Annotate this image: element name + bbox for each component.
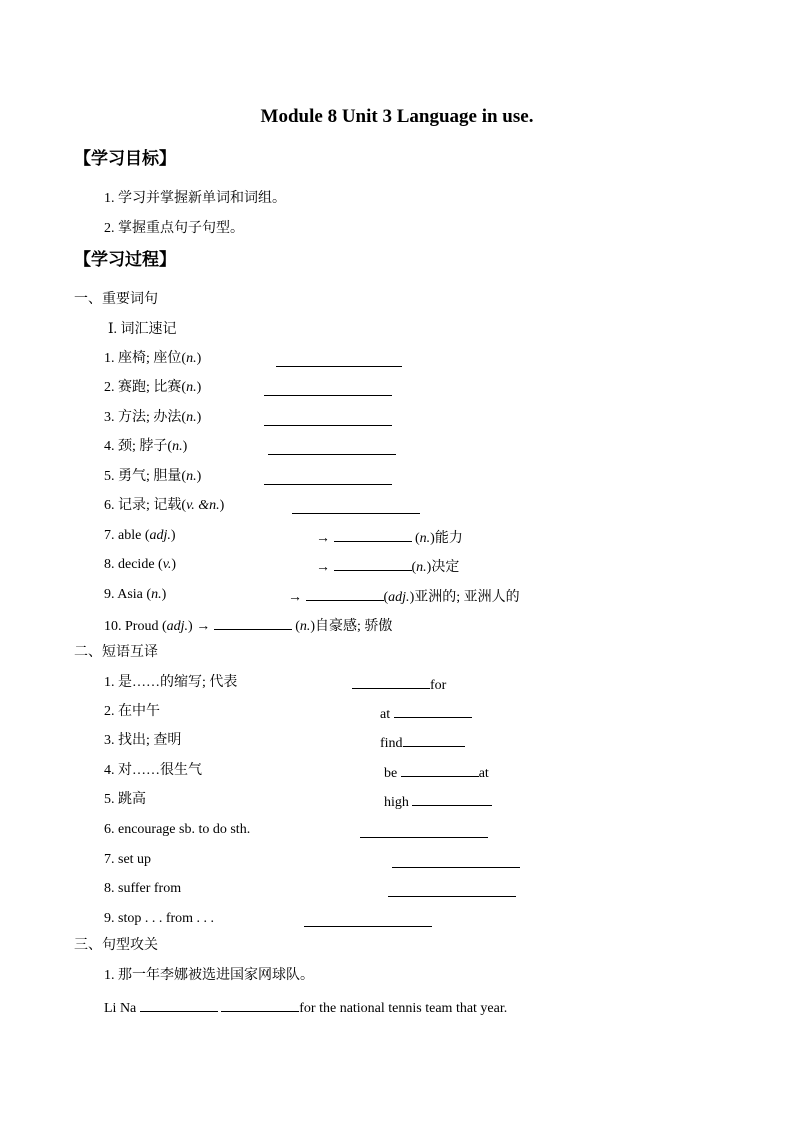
- arrow-icon: →: [196, 619, 211, 634]
- word-paren: ): [171, 557, 177, 572]
- word-pos: adj.: [166, 619, 189, 634]
- sentence-prompt: 1. 那一年李娜被选进国家网球队。: [104, 968, 314, 983]
- base-word: 7. able (: [104, 528, 150, 543]
- base-word: 10. Proud (: [104, 619, 167, 634]
- word-form-target: → (adj.)亚洲的; 亚洲人的: [288, 586, 520, 607]
- vocab-answer-blank[interactable]: [264, 411, 392, 426]
- vocab-item: [104, 468, 201, 486]
- phrase-blank[interactable]: [352, 674, 430, 689]
- vocab-number: 5.: [104, 469, 115, 484]
- target-pos: adj.: [388, 590, 410, 605]
- page-title: Module 8 Unit 3 Language in use.: [260, 106, 534, 127]
- phrase-item-text: 7. set up: [104, 852, 152, 867]
- target-pos: n.: [416, 560, 427, 575]
- word-pos: adj.: [149, 528, 171, 543]
- phrase-blank[interactable]: [304, 912, 432, 927]
- word-form-target: → (n.)决定: [316, 556, 459, 577]
- phrase-blank[interactable]: [360, 823, 488, 838]
- part1-subheading: Ⅰ. 词汇速记: [108, 322, 177, 337]
- arrow-icon: →: [288, 590, 302, 605]
- target-pos: n.: [299, 619, 311, 634]
- phrase-prefix: high: [384, 795, 413, 810]
- vocab-paren: ): [196, 410, 202, 425]
- arrow-icon: →: [316, 560, 330, 575]
- word-form-item: [104, 556, 176, 574]
- vocab-item: [104, 497, 224, 515]
- phrase-blank[interactable]: [394, 703, 472, 718]
- vocab-answer-blank[interactable]: [292, 499, 420, 514]
- word-form-item: 10. Proud (adj.) → (n.)自豪感; 骄傲: [104, 615, 392, 636]
- word-form-blank[interactable]: [214, 615, 292, 630]
- part3-heading: 三、句型攻关: [74, 938, 158, 953]
- vocab-pos: n.: [172, 439, 183, 454]
- phrase-answer: [380, 703, 472, 724]
- vocab-answer-blank[interactable]: [276, 352, 402, 367]
- word-form-blank[interactable]: [334, 527, 412, 542]
- vocab-item: [104, 438, 187, 456]
- word-pos: n.: [151, 587, 162, 602]
- vocab-number: 4.: [104, 439, 115, 454]
- base-word: 9. Asia (: [104, 587, 152, 602]
- sentence-answer: [104, 997, 507, 1018]
- vocab-chinese: 勇气; 胆量(: [118, 469, 187, 484]
- sentence-blank[interactable]: [140, 997, 218, 1012]
- vocab-paren: ): [219, 498, 225, 513]
- phrase-item-text: 4. 对……很生气: [104, 763, 202, 778]
- objectives-heading: 【学习目标】: [74, 149, 176, 168]
- phrase-item-text: 1. 是……的缩写; 代表: [104, 675, 238, 690]
- vocab-paren: ): [182, 439, 188, 454]
- phrase-item-text: 2. 在中午: [104, 704, 160, 719]
- sentence-start: Li Na: [104, 1001, 137, 1016]
- word-form-item: [104, 527, 176, 545]
- phrase-blank[interactable]: [412, 791, 492, 806]
- objective-item: 2. 掌握重点句子句型。: [104, 221, 244, 236]
- phrase-blank[interactable]: [392, 853, 520, 868]
- vocab-paren: ): [196, 351, 202, 366]
- vocab-item: [104, 350, 201, 368]
- vocab-answer-blank[interactable]: [268, 440, 396, 455]
- phrase-item-text: 3. 找出; 查明: [104, 733, 182, 748]
- phrase-item-text: 6. encourage sb. to do sth.: [104, 822, 251, 837]
- arrow-icon: →: [316, 531, 330, 546]
- phrase-blank[interactable]: [403, 732, 465, 747]
- phrase-item-text: 8. suffer from: [104, 881, 182, 896]
- vocab-number: 1.: [104, 351, 115, 366]
- phrase-blank[interactable]: [401, 762, 479, 777]
- vocab-item: [104, 379, 201, 397]
- target-meaning: 亚洲的; 亚洲人的: [414, 590, 520, 605]
- target-meaning: 自豪感; 骄傲: [315, 619, 393, 634]
- target-meaning: 决定: [431, 560, 460, 575]
- phrase-item-text: 5. 跳高: [104, 792, 146, 807]
- vocab-number: 3.: [104, 410, 115, 425]
- word-paren: ): [188, 619, 193, 634]
- word-paren: ): [170, 528, 176, 543]
- vocab-item: [104, 409, 201, 427]
- part1-heading: 一、重要词句: [74, 292, 158, 307]
- phrase-prefix: find: [380, 736, 403, 751]
- process-heading: 【学习过程】: [74, 250, 176, 269]
- word-form-blank[interactable]: [334, 556, 412, 571]
- target-pos: n.: [419, 531, 431, 546]
- phrase-answer: [384, 791, 492, 812]
- vocab-pos: v. &n.: [186, 498, 220, 513]
- phrase-item-text: 9. stop . . . from . . .: [104, 911, 215, 926]
- word-paren: ): [161, 587, 167, 602]
- vocab-chinese: 颈; 脖子(: [118, 439, 173, 454]
- word-form-item: [104, 586, 166, 604]
- vocab-paren: ): [196, 469, 202, 484]
- vocab-pos: n.: [186, 469, 197, 484]
- objective-item: 1. 学习并掌握新单词和词组。: [104, 191, 286, 206]
- target-meaning: 能力: [434, 531, 463, 546]
- vocab-pos: n.: [186, 410, 197, 425]
- vocab-answer-blank[interactable]: [264, 470, 392, 485]
- vocab-chinese: 赛跑; 比赛(: [118, 380, 187, 395]
- phrase-answer: [384, 762, 489, 783]
- sentence-end: for the national tennis team that year.: [299, 1001, 508, 1016]
- word-form-target: → (n.)能力: [316, 527, 463, 548]
- phrase-suffix: for: [430, 678, 447, 693]
- phrase-prefix: be: [384, 766, 401, 781]
- vocab-answer-blank[interactable]: [264, 381, 392, 396]
- phrase-blank[interactable]: [388, 882, 516, 897]
- vocab-chinese: 座椅; 座位(: [118, 351, 187, 366]
- phrase-prefix: at: [380, 707, 394, 722]
- phrase-answer: [380, 732, 465, 753]
- part2-heading: 二、短语互译: [74, 645, 158, 660]
- sentence-blank[interactable]: [221, 997, 299, 1012]
- word-form-blank[interactable]: [306, 586, 384, 601]
- phrase-answer: [352, 674, 446, 695]
- vocab-chinese: 方法; 办法(: [118, 410, 187, 425]
- vocab-paren: ): [196, 380, 202, 395]
- vocab-pos: n.: [186, 351, 197, 366]
- vocab-number: 6.: [104, 498, 115, 513]
- vocab-number: 2.: [104, 380, 115, 395]
- word-pos: v.: [162, 557, 172, 572]
- vocab-pos: n.: [186, 380, 197, 395]
- phrase-suffix: at: [478, 766, 489, 781]
- vocab-chinese: 记录; 记载(: [118, 498, 187, 513]
- base-word: 8. decide (: [104, 557, 163, 572]
